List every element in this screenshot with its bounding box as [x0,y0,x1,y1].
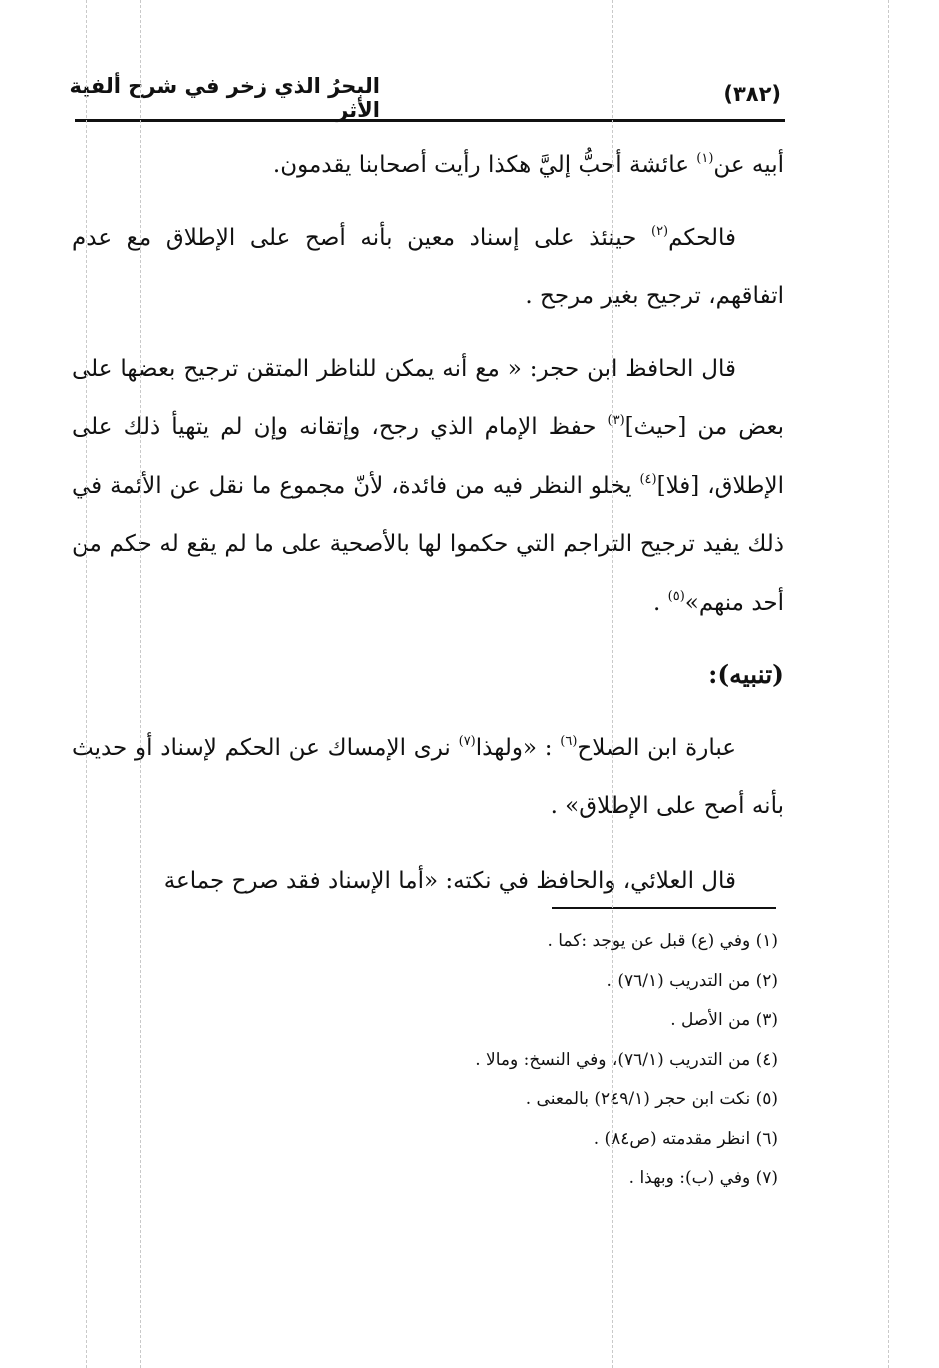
footnote-4: (٤) من التدريب (٧٦/١)، وفي النسخ: ومالا . [475,1049,778,1070]
footnote-ref-7[interactable]: (٧) [458,733,476,749]
footnote-5: (٥) نكت ابن حجر (٢٤٩/١) بالمعنى . [525,1089,778,1109]
footnote-3: (٣) من الأصل . [670,1010,778,1030]
paragraph-3-quote [72,340,784,633]
footnote-6: (٦) انظر مقدمته (ص٨٤) . [593,1128,778,1149]
paragraph-text: : «ولهذا [475,734,561,761]
scan-artifact-line [612,0,613,1368]
footnote-ref-4[interactable]: (٤) [639,471,657,487]
footnote-ref-1[interactable]: (١) [696,151,714,166]
paragraph-text: فالحكم [668,224,736,251]
paragraph-5: قال العلائي، والحافظ في نكته: «أما الإسناد فقد صرح جماعة [163,867,736,894]
paragraph-text: أبيه عن [713,152,784,178]
header-rule [75,119,785,122]
footnote-ref-3[interactable]: (٣) [607,413,625,428]
footnote-ref-2[interactable]: (٢) [650,223,669,239]
footnote-ref-6[interactable]: (٦) [560,733,578,749]
footnotes [300,922,778,1199]
scan-artifact-line [140,0,141,1368]
paragraph-text: حفظ الإمام الذي رجح، وإتقانه وإن لم يتهيأ ذلك على الإطلاق، [فلا] [72,414,784,499]
section-heading: (تنبيه): [708,660,784,689]
paragraph-2 [72,209,784,326]
footnote-ref-5[interactable]: (٥) [667,588,685,604]
page-number: (٣٨٢) [723,82,781,106]
paragraph-text: . [653,589,668,616]
running-title: البحرُ الذي زخر في شرح ألفية الأثر [69,74,380,122]
paragraph-4 [72,719,784,836]
paragraph-1 [72,136,784,195]
footnote-2: (٢) من التدريب (٧٦/١) . [606,970,778,991]
paragraph-text: عبارة ابن الصلاح [577,734,736,761]
footnote-separator [552,907,776,909]
paragraph-text: يخلو النظر فيه من فائدة، لأنّ مجموع ما نقل عن الأئمة في ذلك يفيد ترجيح التراجم التي حكموا لها بالأصحية على ما لم يقع له حكم من أحد منهم» [72,472,784,616]
scan-artifact-line [86,0,87,1368]
paragraph-text: حينئذ على إسناد معين بأنه أصح على الإطلاق مع عدم اتفاقهم، ترجيح بغير مرجح . [72,224,784,309]
paragraph-text: قال الحافظ ابن حجر: « مع أنه يمكن للناظر المتقن ترجيح بعضها على بعض من [حيث] [72,355,784,440]
footnote-7: (٧) وفي (ب): وبهذا . [628,1168,778,1188]
footnote-1: (١) وفي (ع) قبل عن يوجد :كما . [547,931,778,951]
main-text [72,136,784,910]
paragraph-text: نرى الإمساك عن الحكم لإسناد أو حديث بأنه أصح على الإطلاق» . [72,734,784,819]
scan-artifact-line [888,0,889,1368]
paragraph-text: عائشة أحبُّ إليَّ هكذا رأيت أصحابنا يقدمون. [272,152,697,178]
